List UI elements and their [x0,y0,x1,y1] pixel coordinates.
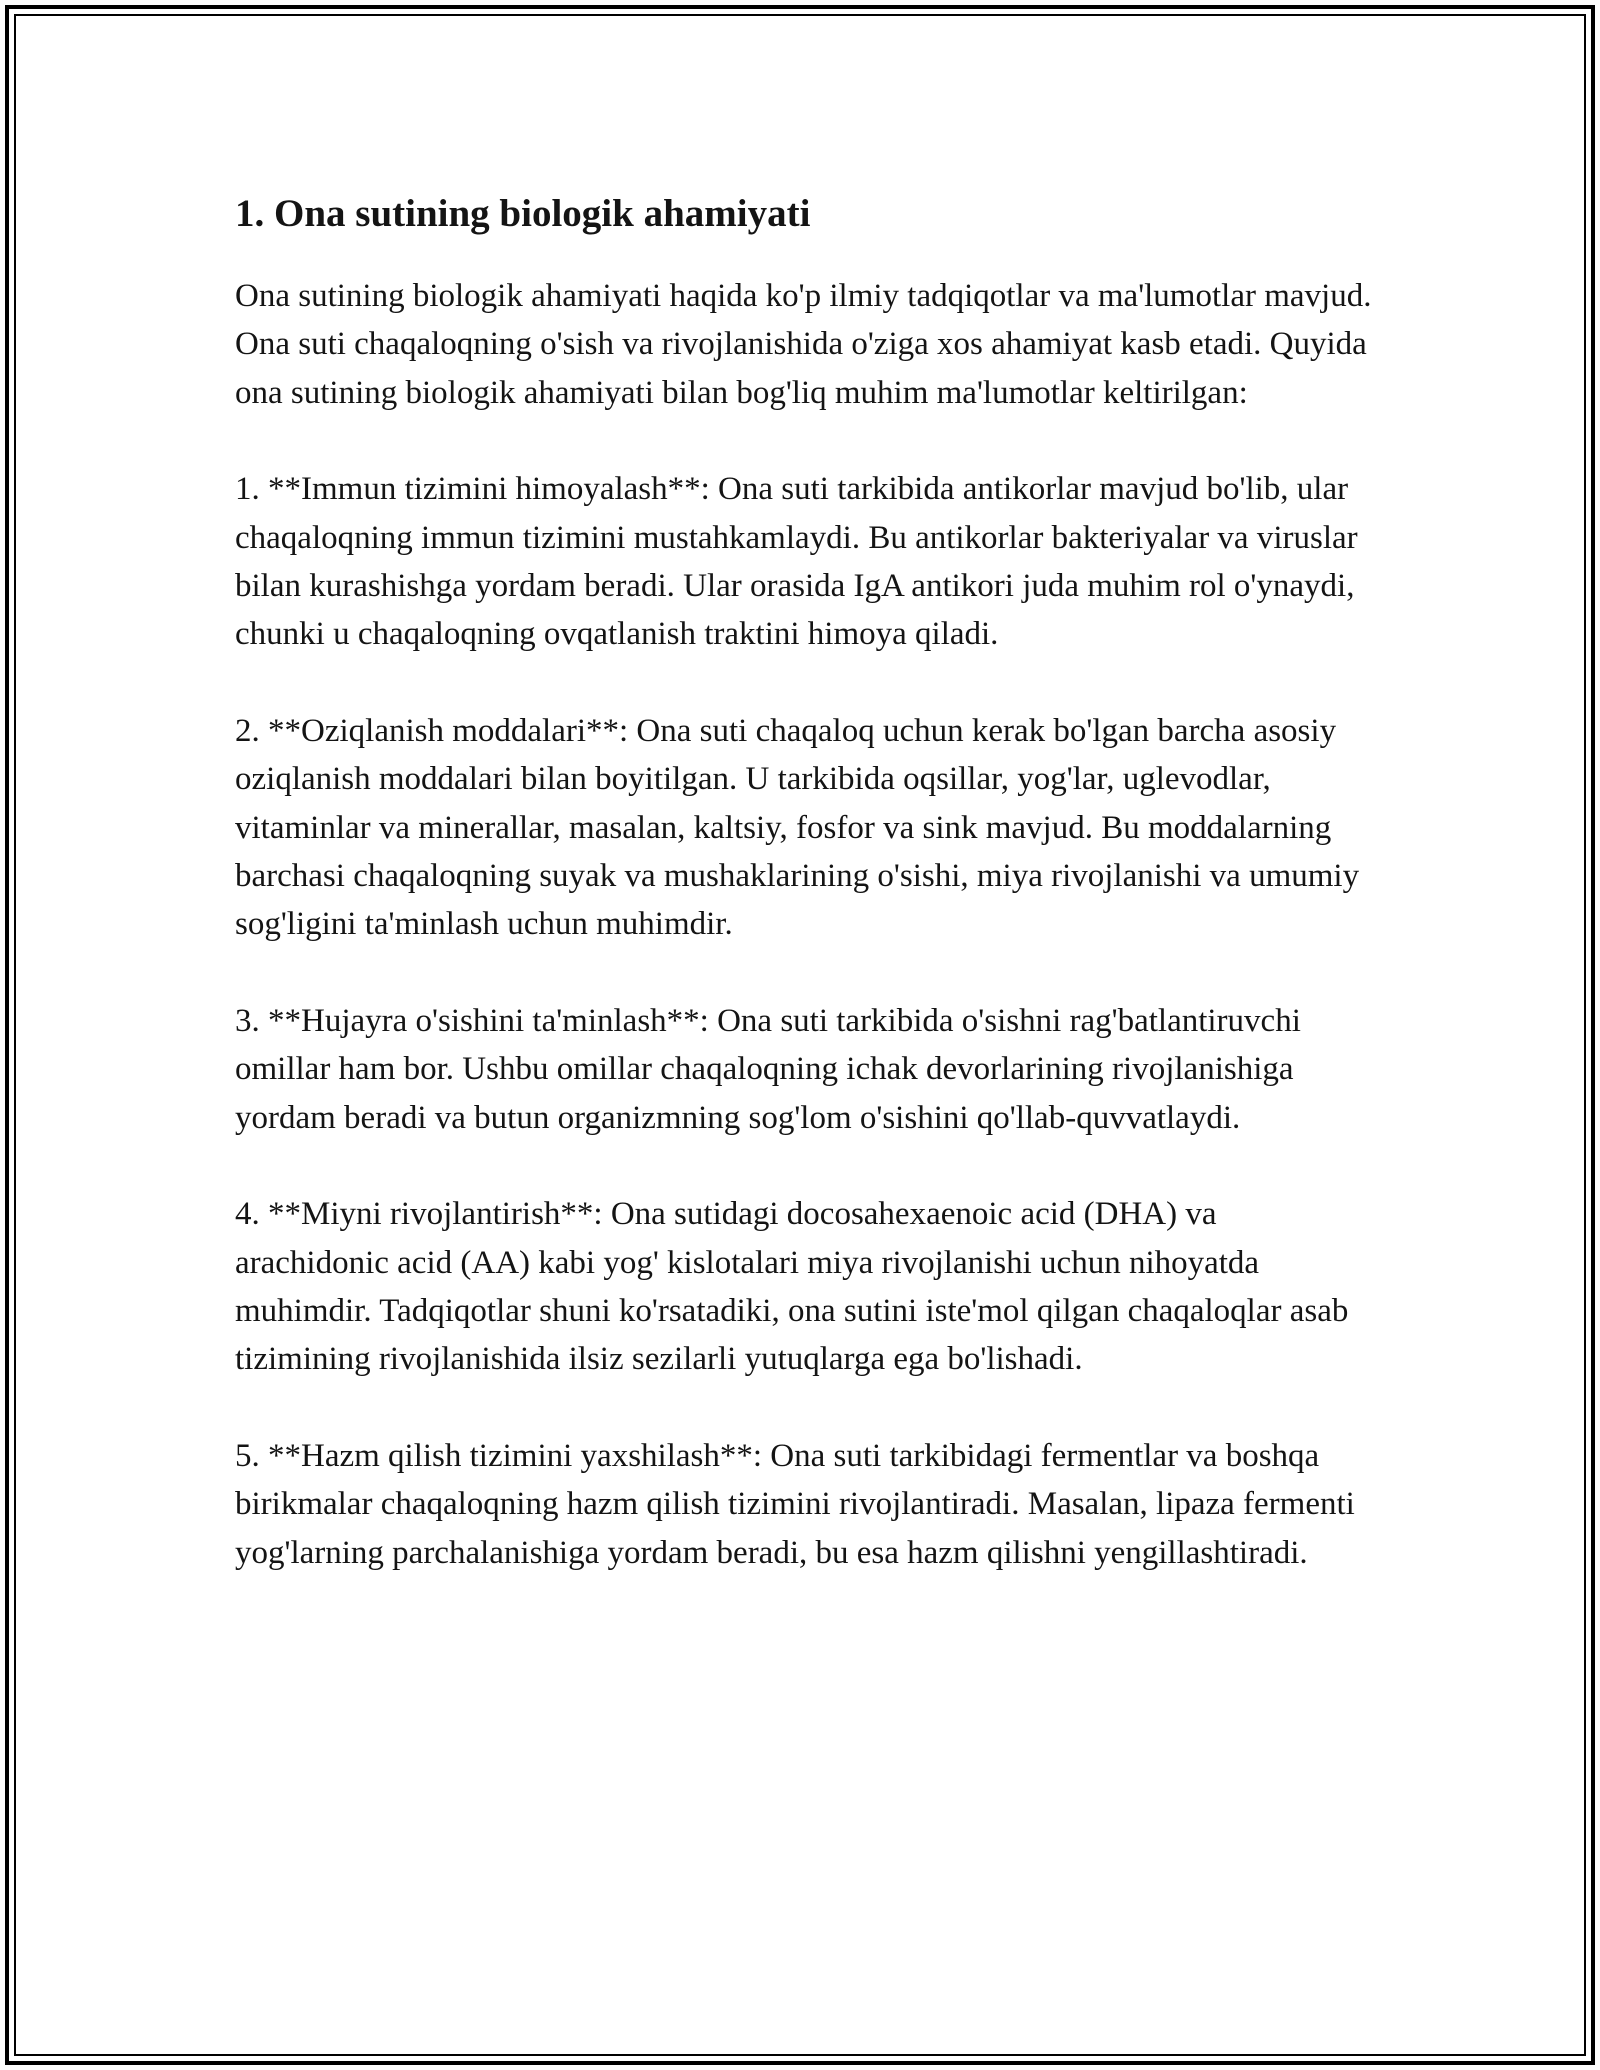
intro-paragraph: Ona sutining biologik ahamiyati haqida ko'p ilmiy tadqiqotlar va ma'lumotlar mavjud. Ona suti chaqaloqning o'sish va rivojlanishida o'ziga xos ahamiyat kasb etadi. Quyida ona sutining biologik ahamiyati bilan bog'liq muhim ma'lumotlar keltirilgan: [235,278,1372,411]
list-item-miya: 4. **Miyni rivojlantirish**: Ona sutidagi docosahexaenoic acid (DHA) va arachidonic acid (AA) kabi yog' kislotalari miya rivojlanishi uchun nihoyatda muhimdir. Tadqiqotlar shuni ko'rsatadiki, ona sutini iste'mol qilgan chaqaloqlar asab tizimining rivojlanishida ilsiz sezilarli yutuqlarga ega bo'lishadi. [235,1196,1349,1378]
list-item-hazm: 5. **Hazm qilish tizimini yaxshilash**: Ona suti tarkibidagi fermentlar va boshqa birikmalar chaqaloqning hazm qilish tizimini rivojlantiradi. Masalan, lipaza fermenti yog'larning parchalanishiga yordam beradi, bu esa hazm qilishni yengillashtiradi. [235,1437,1355,1571]
list-item-oziqlanish: 2. **Oziqlanish moddalari**: Ona suti chaqaloq uchun kerak bo'lgan barcha asosiy oziqlanish moddalari bilan boyitilgan. U tarkibida oqsillar, yog'lar, uglevodlar, vitaminlar va minerallar, masalan, kaltsiy, fosfor va sink mavjud. Bu moddalarning barchasi chaqaloqning suyak va mushaklarining o'sishi, miya rivojlanishi va umumiy sog'ligini ta'minlash uchun muhimdir. [235,712,1360,943]
list-item-immun: 1. **Immun tizimini himoyalash**: Ona suti tarkibida antikorlar mavjud bo'lib, ular chaqaloqning immun tizimini mustahkamlaydi. Bu antikorlar bakteriyalar va viruslar bilan kurashishga yordam beradi. Ular orasida IgA antikori juda muhim rol o'ynaydi, chunki u chaqaloqning ovqatlanish traktini himoya qiladi. [235,471,1358,653]
document-body [235,186,1375,1625]
list-item-hujayra: 3. **Hujayra o'sishini ta'minlash**: Ona suti tarkibida o'sishni rag'batlantiruvchi omillar ham bor. Ushbu omillar chaqaloqning ichak devorlarining rivojlanishiga yordam beradi va butun organizmning sog'lom o'sishini qo'llab-quvvatlaydi. [235,1002,1301,1136]
page-title: 1. Ona sutining biologik ahamiyati [235,192,811,235]
